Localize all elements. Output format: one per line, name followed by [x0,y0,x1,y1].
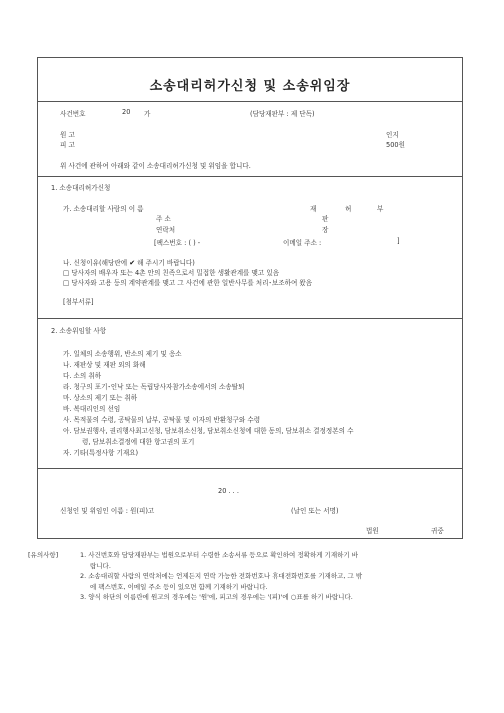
stamp-amount: 500원 [386,141,405,149]
court-judge-field: (담당재판부 : 제 단독) [250,110,315,118]
delegated-item: 사. 목적물의 수령, 공탁물의 납부, 공탁물 및 이자의 반환청구와 수령 [63,416,261,424]
reason-option-family: □ 당사자의 배우자 또는 4촌 안의 친족으로서 밀접한 생활관계를 맺고 있음 [63,269,280,277]
seal-note: (날인 또는 서명) [291,507,339,515]
application-form [37,57,463,539]
heo-char: 허 [345,205,352,213]
note-3: 3. 양식 하단의 이름란에 원고의 경우에는 '원'에, 피고의 경우에는 '(피)'에 ○표를 하기 바랍니다. [80,593,353,601]
delegated-item: 마. 상소의 제기 또는 취하 [63,394,138,402]
reason-heading-post: 해 주시기 바랍니다) [135,259,195,267]
notes-label: [유의사항] [28,551,59,559]
reason-heading-pre: 나. 신청이유(해당란에 [63,259,130,267]
jang-char: 장 [322,226,329,234]
delegated-item: 자. 기타(특정사항 기재요) [63,449,139,457]
addressee-label: 귀중 [431,527,444,535]
plaintiff-label: 원 고 [60,131,75,139]
case-number-label: 사건번호 [60,110,86,118]
reason-option-employment: □ 당사자와 고용 등의 계약관계를 맺고 그 사건에 관한 일반사무를 처리･보조하여 왔음 [63,279,313,287]
email-bracket-close: ] [397,237,400,245]
delegated-item: 가. 일체의 소송행위, 반소의 제기 및 응소 [63,350,182,358]
delegated-item: 바. 복대리인의 선임 [63,405,121,413]
reason-heading [63,257,195,267]
notes-section [28,550,478,603]
note-1: 1. 사건번호와 담당재판부는 법원으로부터 수령한 소송서류 등으로 확인하여 정확하게 기재하기 바 [80,551,359,559]
court-label: 법원 [366,527,379,535]
divider [38,101,462,102]
stamp-label: 인지 [386,131,399,139]
divider [38,468,462,469]
checkmark-icon: ✔ [129,259,136,267]
delegated-item-continuation: 령, 담보취소결정에 대한 항고권의 포기 [82,438,195,446]
email-field: 이메일 주소 : [283,239,322,247]
delegated-item: 나. 재판상 및 재판 외의 화해 [63,361,146,369]
defendant-label: 피 고 [60,141,75,149]
agent-contact-label: 연락처 [156,226,176,234]
delegated-item: 아. 담보권행사, 권리행사최고신청, 담보취소신청, 담보취소신청에 대한 동의, 담보취소 결정정본의 수 [63,427,354,435]
case-type: 가 [144,110,151,118]
delegated-item: 다. 소의 취하 [63,372,102,380]
divider [38,176,462,177]
date-line: 20 . . . [218,487,239,495]
attachments-label: [첨부서류] [63,298,94,306]
delegated-item: 라. 청구의 포기･인낙 또는 독립당사자참가소송에서의 소송탈퇴 [63,383,245,391]
section1-heading: 1. 소송대리허가신청 [51,184,111,192]
case-year-prefix: 20 [122,108,131,116]
intro-text: 위 사건에 관하여 아래와 같이 소송대리허가신청 및 위임을 합니다. [60,162,251,170]
agent-address-label: 주 소 [156,215,171,223]
agent-name-label: 가. 소송대리할 사람의 이 름 [63,205,144,213]
note-2: 2. 소송대리할 사람의 연락처에는 언제든지 연락 가능한 전화번호나 휴대전화번호를 기재하고, 그 밖 [80,572,363,580]
section2-heading: 2. 소송위임할 사항 [51,327,107,335]
divider [38,318,462,319]
form-title: 소송대리허가신청 및 소송위임장 [149,79,351,94]
pan-char: 판 [322,215,329,223]
bu-char: 부 [377,205,384,213]
note-2-continuation: 에 팩스번호, 이메일 주소 등이 있으면 함께 기재하기 바랍니다. [90,582,268,591]
note-1-continuation: 랍니다. [90,561,111,570]
fax-field: [팩스번호 : ( ) - [154,239,201,247]
jae-char: 재 [310,205,317,213]
signer-line: 신청인 및 위임인 이름 : 원(피)고 [60,507,155,515]
